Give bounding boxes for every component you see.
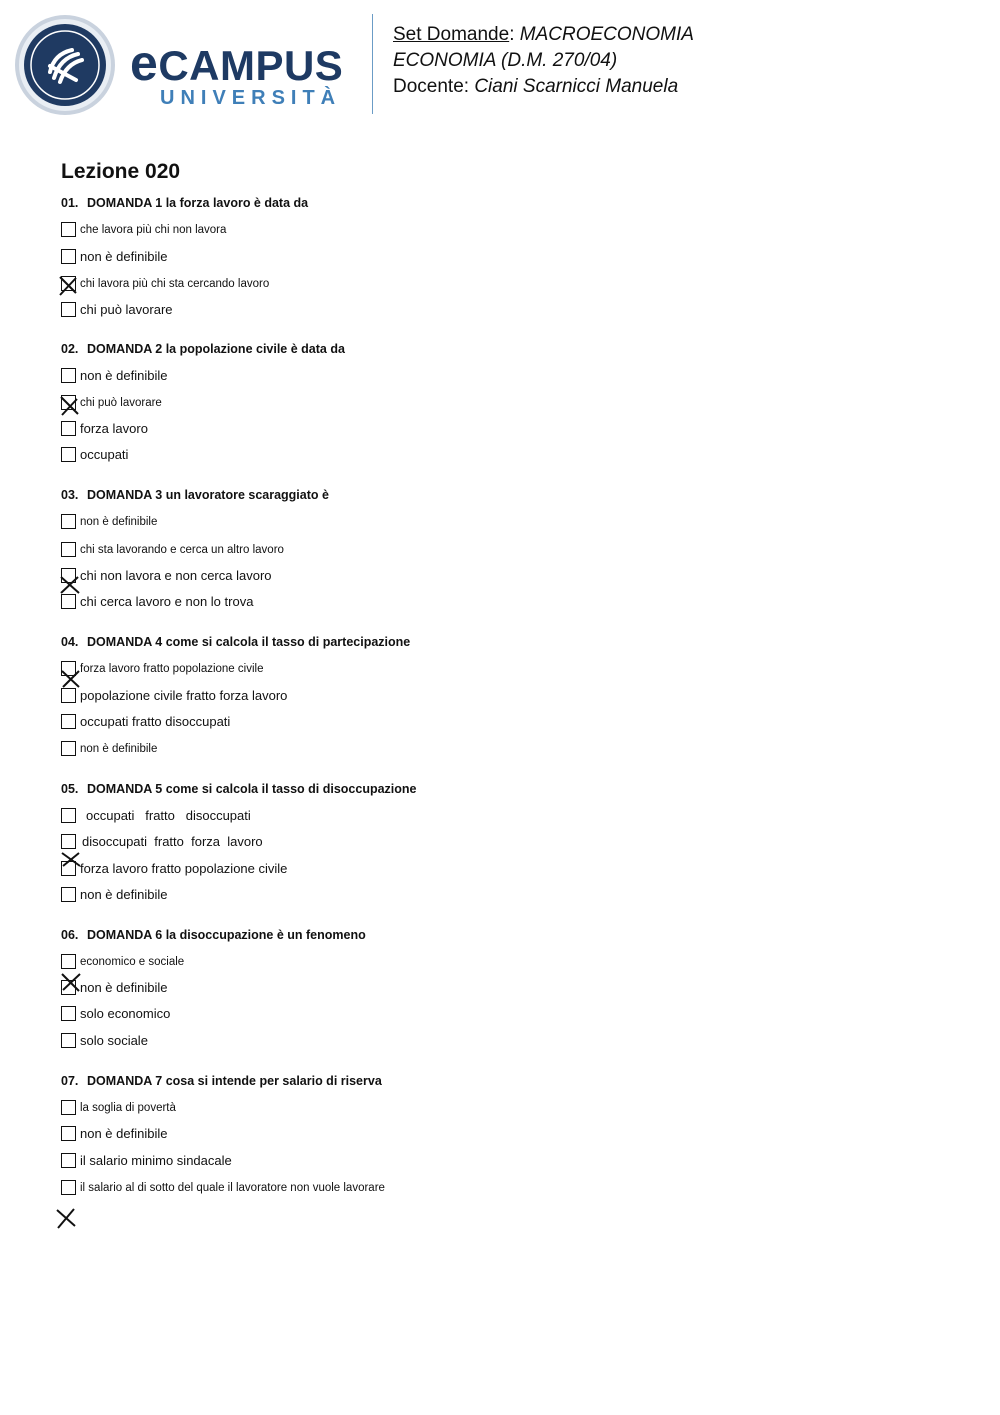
set-label: Set Domande — [393, 24, 510, 45]
checkbox[interactable] — [61, 1100, 76, 1115]
question-6: 06. DOMANDA 6 la disoccupazione è un fenomeno — [61, 928, 366, 942]
answer-x-mark-icon — [59, 574, 81, 596]
checkbox[interactable] — [61, 421, 76, 436]
checkbox[interactable] — [61, 1006, 76, 1021]
checkbox[interactable] — [61, 447, 76, 462]
checkbox[interactable] — [61, 542, 76, 557]
subject-line-2: ECONOMIA (D.M. 270/04) — [393, 50, 618, 71]
checkbox[interactable] — [61, 1153, 76, 1168]
question-7: 07. DOMANDA 7 cosa si intende per salario di riserva — [61, 1074, 382, 1088]
checkbox[interactable] — [61, 594, 76, 609]
subject-line-1: MACROECONOMIA — [519, 24, 694, 45]
answer-x-mark-icon — [60, 668, 82, 690]
checkbox[interactable] — [61, 954, 76, 969]
checkbox[interactable] — [61, 1033, 76, 1048]
header-divider — [372, 14, 373, 114]
answer-x-mark-icon — [59, 395, 81, 417]
question-1: 01. DOMANDA 1 la forza lavoro è data da — [61, 196, 309, 210]
answer-x-mark-icon — [60, 850, 82, 872]
teacher-name: Ciani Scarnicci Manuela — [474, 76, 679, 97]
lesson-title: Lezione 020 — [61, 160, 181, 183]
teacher-label: Docente: — [393, 76, 475, 97]
checkbox[interactable] — [61, 368, 76, 383]
answer-x-mark-icon — [55, 1207, 77, 1229]
checkbox[interactable] — [61, 887, 76, 902]
answer-x-mark-icon — [60, 972, 82, 994]
checkbox[interactable] — [61, 1180, 76, 1195]
checkbox[interactable] — [61, 514, 76, 529]
checkbox[interactable] — [61, 714, 76, 729]
checkbox[interactable] — [61, 688, 76, 703]
checkbox[interactable] — [61, 741, 76, 756]
question-3: 03. DOMANDA 3 un lavoratore scaraggiato è — [61, 488, 329, 502]
question-2: 02. DOMANDA 2 la popolazione civile è data da — [61, 342, 345, 356]
question-4: 04. DOMANDA 4 come si calcola il tasso di partecipazione — [61, 635, 411, 649]
checkbox[interactable] — [61, 808, 76, 823]
question-5: 05. DOMANDA 5 come si calcola il tasso di disoccupazione — [61, 782, 417, 796]
checkbox[interactable] — [61, 249, 76, 264]
checkbox[interactable] — [61, 1126, 76, 1141]
university-seal-icon — [14, 14, 116, 116]
checkbox[interactable] — [61, 834, 76, 849]
page-header — [0, 0, 1000, 130]
answer-x-mark-icon — [58, 275, 80, 297]
checkbox[interactable] — [61, 222, 76, 237]
ecampus-logo: eCAMPUS UNIVERSITÀ — [130, 35, 344, 109]
checkbox[interactable] — [61, 302, 76, 317]
course-info: Set Domande: MACROECONOMIA ECONOMIA (D.M. 270/04) Docente: Ciani Scarnicci Manuela — [393, 24, 694, 97]
